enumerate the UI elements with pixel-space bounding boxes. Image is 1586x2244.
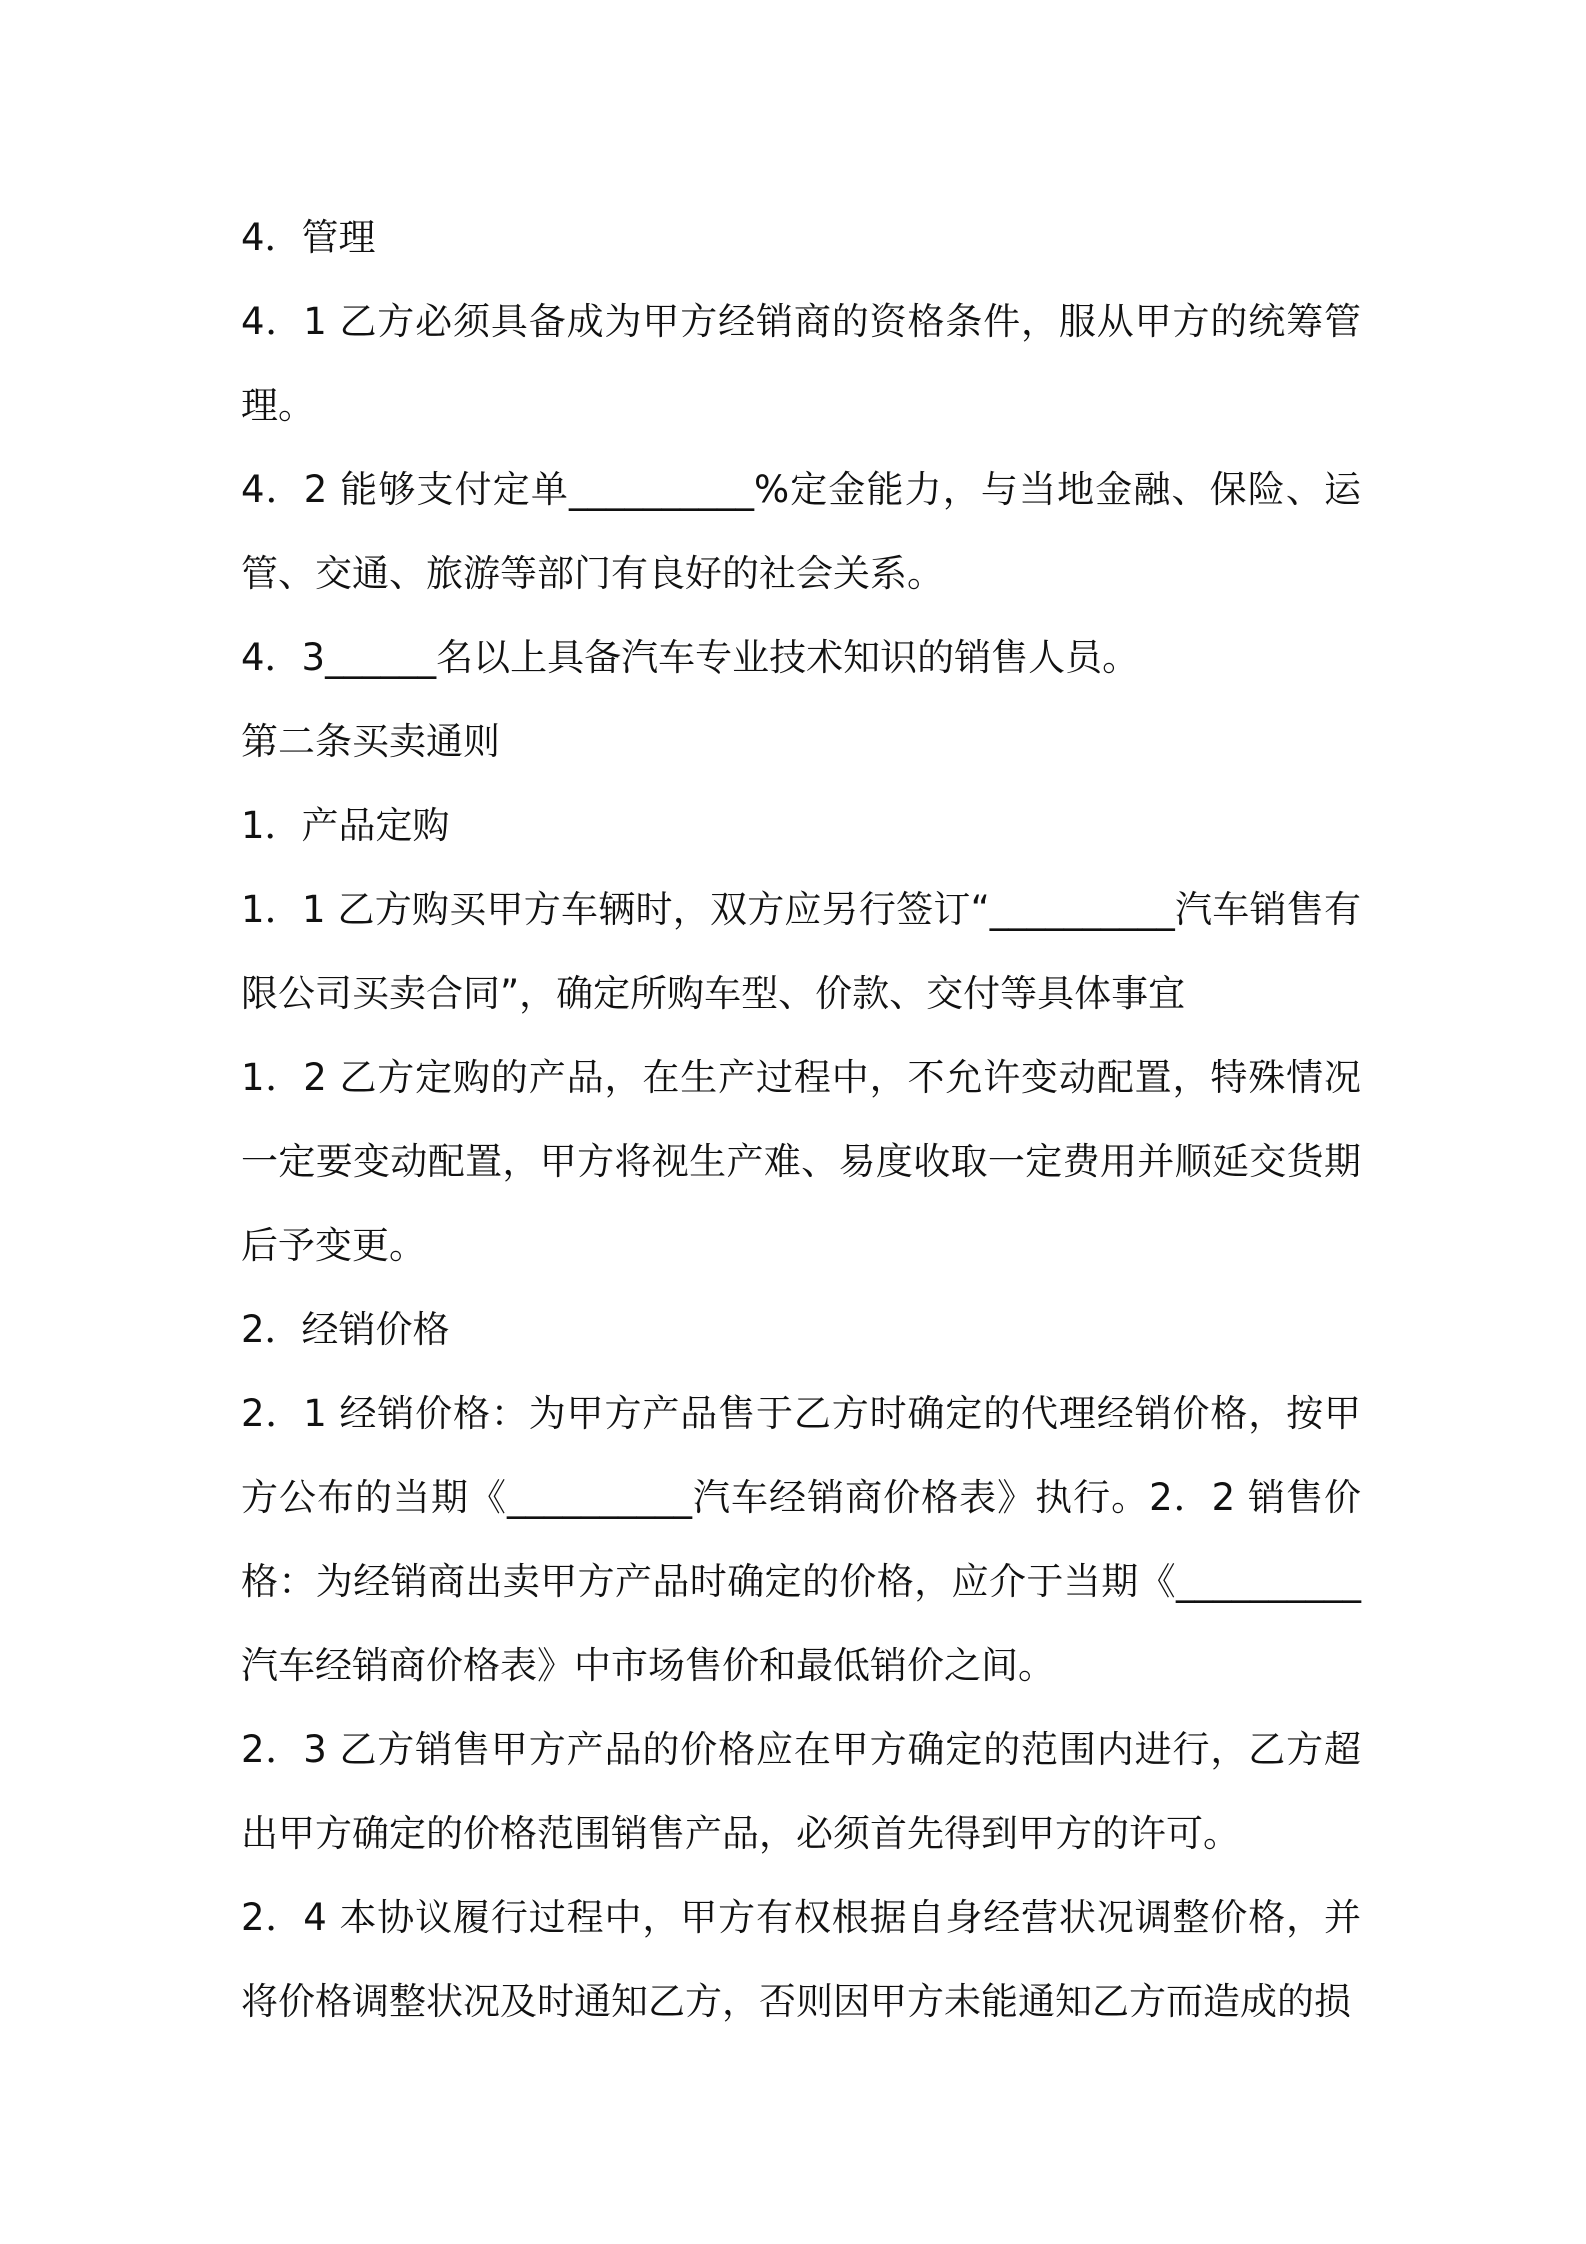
- clause-4-3: 4．3______名以上具备汽车专业技术知识的销售人员。: [241, 636, 1140, 679]
- clause-2-4: 2．4 本协议履行过程中，甲方有权根据自身经营状况调整价格，并将价格调整状况及时通知乙方，否则因甲方未能通知乙方而造成的损: [241, 1896, 1361, 2023]
- clause-4-1: 4．1 乙方必须具备成为甲方经销商的资格条件，服从甲方的统筹管理。: [241, 300, 1361, 427]
- clause-1-1: 1．1 乙方购买甲方车辆时，双方应另行签订“__________汽车销售有限公司买卖合同”，确定所购车型、价款、交付等具体事宜: [241, 888, 1361, 1015]
- section-heading-management: 4．管理: [241, 216, 376, 259]
- article-two-heading: 第二条买卖通则: [241, 720, 500, 763]
- clause-1-2: 1．2 乙方定购的产品，在生产过程中，不允许变动配置，特殊情况一定要变动配置，甲方将视生产难、易度收取一定费用并顺延交货期后予变更。: [241, 1056, 1361, 1267]
- clause-2-3: 2．3 乙方销售甲方产品的价格应在甲方确定的范围内进行，乙方超出甲方确定的价格范围销售产品，必须首先得到甲方的许可。: [241, 1728, 1361, 1855]
- section-heading-dealer-price: 2．经销价格: [241, 1308, 450, 1351]
- clause-2-1-2-2: 2．1 经销价格：为甲方产品售于乙方时确定的代理经销价格，按甲方公布的当期《__________汽车经销商价格表》执行。2．2 销售价格：为经销商出卖甲方产品时确定的价格，应介于当期《__________汽车经销商价格表》中市场售价和最低销价之间。: [241, 1392, 1361, 1687]
- document-body: [241, 196, 1361, 2044]
- section-heading-product-order: 1．产品定购: [241, 804, 450, 847]
- clause-4-2: 4．2 能够支付定单__________%定金能力，与当地金融、保险、运管、交通、旅游等部门有良好的社会关系。: [241, 468, 1361, 595]
